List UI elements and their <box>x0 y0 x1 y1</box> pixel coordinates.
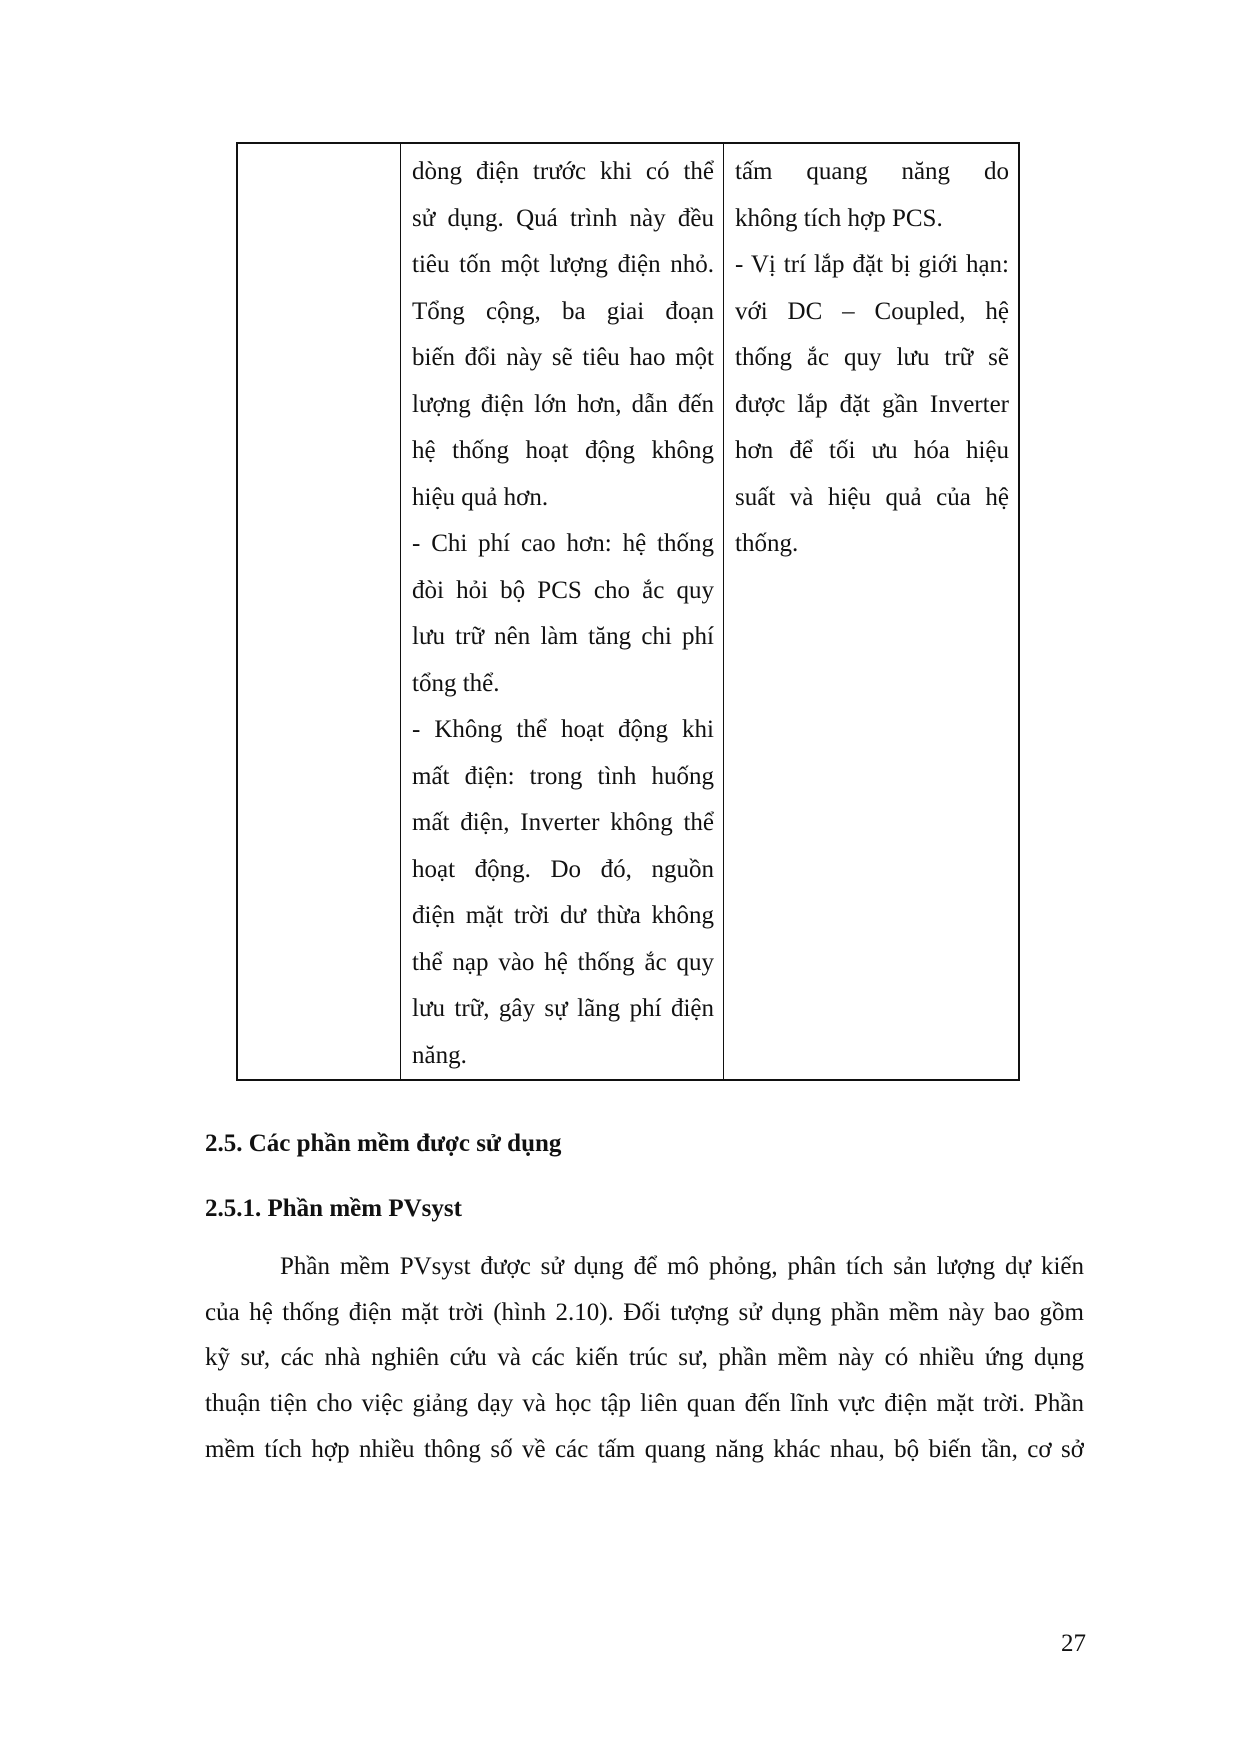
table-text-line: tấm quang năng do <box>735 158 1009 185</box>
subsection-heading: 2.5.1. Phần mềm PVsyst <box>205 1195 462 1222</box>
table-text-line: tổng thể. <box>412 669 500 697</box>
section-heading: 2.5. Các phần mềm được sử dụng <box>205 1130 562 1157</box>
body-paragraph <box>205 1244 1084 1472</box>
table-text-line: mất điện: trong tình huống <box>412 762 714 790</box>
table-text-line: mất điện, Inverter không thể <box>412 809 714 836</box>
table-cell-category <box>238 144 401 1079</box>
table-text-line: với DC – Coupled, hệ <box>735 297 1009 325</box>
table-text-line: điện mặt trời dư thừa không <box>412 902 714 929</box>
table-text-line: thống ắc quy lưu trữ sẽ <box>735 344 1009 371</box>
paragraph-line: kỹ sư, các nhà nghiên cứu và các kiến trúc sư, phần mềm này có nhiều ứng dụng <box>205 1344 1084 1372</box>
paragraph-line: mềm tích hợp nhiều thông số về các tấm quang năng khác nhau, bộ biến tần, cơ sở <box>205 1435 1084 1463</box>
table-text-line: - Chi phí cao hơn: hệ thống <box>412 530 714 557</box>
table-text-line: - Không thể hoạt động khi <box>412 716 714 743</box>
table-text-line: sử dụng. Quá trình này đều <box>412 204 714 232</box>
paragraph-line: thuận tiện cho việc giảng dạy và học tập liên quan đến lĩnh vực điện mặt trời. Phần <box>205 1390 1084 1418</box>
table-text-line: dòng điện trước khi có thể <box>412 158 714 185</box>
table-text-line: thể nạp vào hệ thống ắc quy <box>412 948 714 976</box>
table-text-line: đòi hỏi bộ PCS cho ắc quy <box>412 576 714 604</box>
table-cell-ac-coupled-disadvantages <box>401 144 724 1079</box>
table-text-line: lượng điện lớn hơn, dẫn đến <box>412 390 714 418</box>
paragraph-line: Phần mềm PVsyst được sử dụng để mô phỏng, phân tích sản lượng dự kiến <box>280 1253 1084 1280</box>
comparison-table-continuation <box>236 142 1020 1081</box>
table-text-line: lưu trữ nên làm tăng chi phí <box>412 623 714 650</box>
table-text-line: lưu trữ, gây sự lãng phí điện <box>412 995 714 1022</box>
table-text-line: biến đổi này sẽ tiêu hao một <box>412 344 714 371</box>
table-text-line: được lắp đặt gần Inverter <box>735 390 1009 418</box>
table-text-line: Tổng cộng, ba giai đoạn <box>412 297 714 325</box>
table-text-line: - Vị trí lắp đặt bị giới hạn: <box>735 251 1009 278</box>
table-text-line: hệ thống hoạt động không <box>412 437 714 464</box>
table-text-line: hiệu quả hơn. <box>412 483 549 511</box>
table-text-line: suất và hiệu quả của hệ <box>735 483 1009 511</box>
table-cell-dc-coupled-disadvantages <box>724 144 1018 1079</box>
table-text-line: tiêu tốn một lượng điện nhỏ. <box>412 251 714 278</box>
paragraph-line: của hệ thống điện mặt trời (hình 2.10). Đối tượng sử dụng phần mềm này bao gồm <box>205 1298 1084 1326</box>
table-text-line: hoạt động. Do đó, nguồn <box>412 855 714 883</box>
table-text-line: hơn để tối ưu hóa hiệu <box>735 437 1009 464</box>
table-text-line: thống. <box>735 530 799 557</box>
table-text-line: năng. <box>412 1041 467 1069</box>
page-number: 27 <box>1061 1630 1086 1657</box>
table-text-line: không tích hợp PCS. <box>735 204 943 232</box>
